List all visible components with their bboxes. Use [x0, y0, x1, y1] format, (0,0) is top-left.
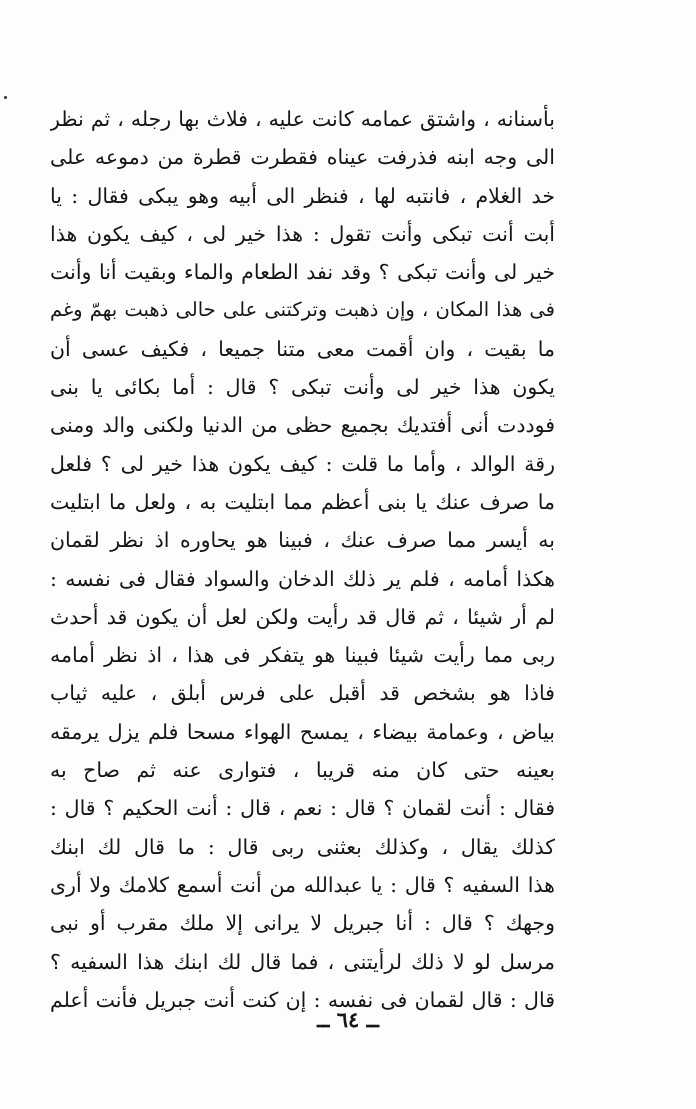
scan-speck: [4, 96, 7, 99]
text-line: ما بقيت ، وان أقمت معى متنا جميعا ، فكيف عسى أن: [50, 336, 555, 361]
text-line: بأسنانه ، واشتق عمامه كانت عليه ، فلاث بها رجله ، ثم نظر: [50, 107, 555, 131]
text-line: أبت أنت تبكى وأنت تقول : هذا خير لى ، كيف يكون هذا: [50, 221, 555, 246]
text-line: به أيسر مما صرف عنك ، فبينا هو يحاوره اذ نظر لقمان: [50, 528, 555, 553]
text-line: مرسل لو لا ذلك لرأيتنى ، فما قال لك ابنك هذا السفيه ؟: [50, 949, 555, 974]
text-line: رقة الوالد ، وأما ما قلت : كيف يكون هذا خير لى ؟ فلعل: [50, 451, 555, 476]
text-line: يكون هذا خير لى وأنت تبكى ؟ قال : أما بكائى يا بنى: [50, 375, 555, 400]
text-line: خير لى وأنت تبكى ؟ وقد نفد الطعام والماء وبقيت أنا وأنت: [50, 260, 555, 285]
text-line: وجهك ؟ قال : أنا جبريل لا يرانى إلا ملك مقرب أو نبى: [50, 911, 555, 936]
text-line: هكذا أمامه ، فلم ير ذلك الدخان والسواد فقال فى نفسه :: [50, 566, 555, 591]
text-line: بعينه حتى كان منه قريبا ، فتوارى عنه ثم صاح به: [50, 758, 555, 783]
text-line: فاذا هو بشخص قد أقبل على فرس أبلق ، عليه ثياب: [50, 681, 555, 706]
text-line: كذلك يقال ، وكذلك بعثنى ربى قال : ما قال لك ابنك: [50, 834, 555, 859]
text-line: ما صرف عنك يا بنى أعظم مما ابتليت به ، ولعل ما ابتليت: [50, 489, 555, 514]
text-line: فوددت أنى أفتديك بجميع حظى من الدنيا ولكنى والد ومنى: [50, 413, 555, 438]
text-line: هذا السفيه ؟ قال : يا عبدالله من أنت أسمع كلامك ولا أرى: [50, 872, 555, 897]
text-line: فقال : أنت لقمان ؟ قال : نعم ، قال : أنت الحكيم ؟ قال :: [50, 796, 555, 821]
text-line: قال : قال لقمان فى نفسه : إن كنت أنت جبريل فأنت أعلم: [50, 987, 555, 1012]
text-line: خد الغلام ، فانتبه لها ، فنظر الى أبيه وهو يبكى فقال : يا: [50, 183, 555, 208]
text-line: ربى مما رأيت شيئا فبينا هو يتفكر فى هذا ، اذ نظر أمامه: [50, 643, 555, 668]
text-line: لم أر شيئا ، ثم قال قد رأيت ولكن لعل أن يكون قد أحدث: [50, 604, 555, 629]
text-line: بياض ، وعمامة بيضاء ، يمسح الهواء مسحا فلم يزل يرمقه: [50, 719, 555, 744]
body-text: [50, 100, 555, 1019]
text-line: فى هذا المكان ، وإن ذهبت وتركتنى على حالى ذهبت بهمّ وغم: [50, 298, 555, 322]
page-number: ــ ٦٤ ــ: [317, 1007, 379, 1032]
text-line: الى وجه ابنه فذرفت عيناه فقطرت قطرة من دموعه على: [50, 145, 555, 170]
